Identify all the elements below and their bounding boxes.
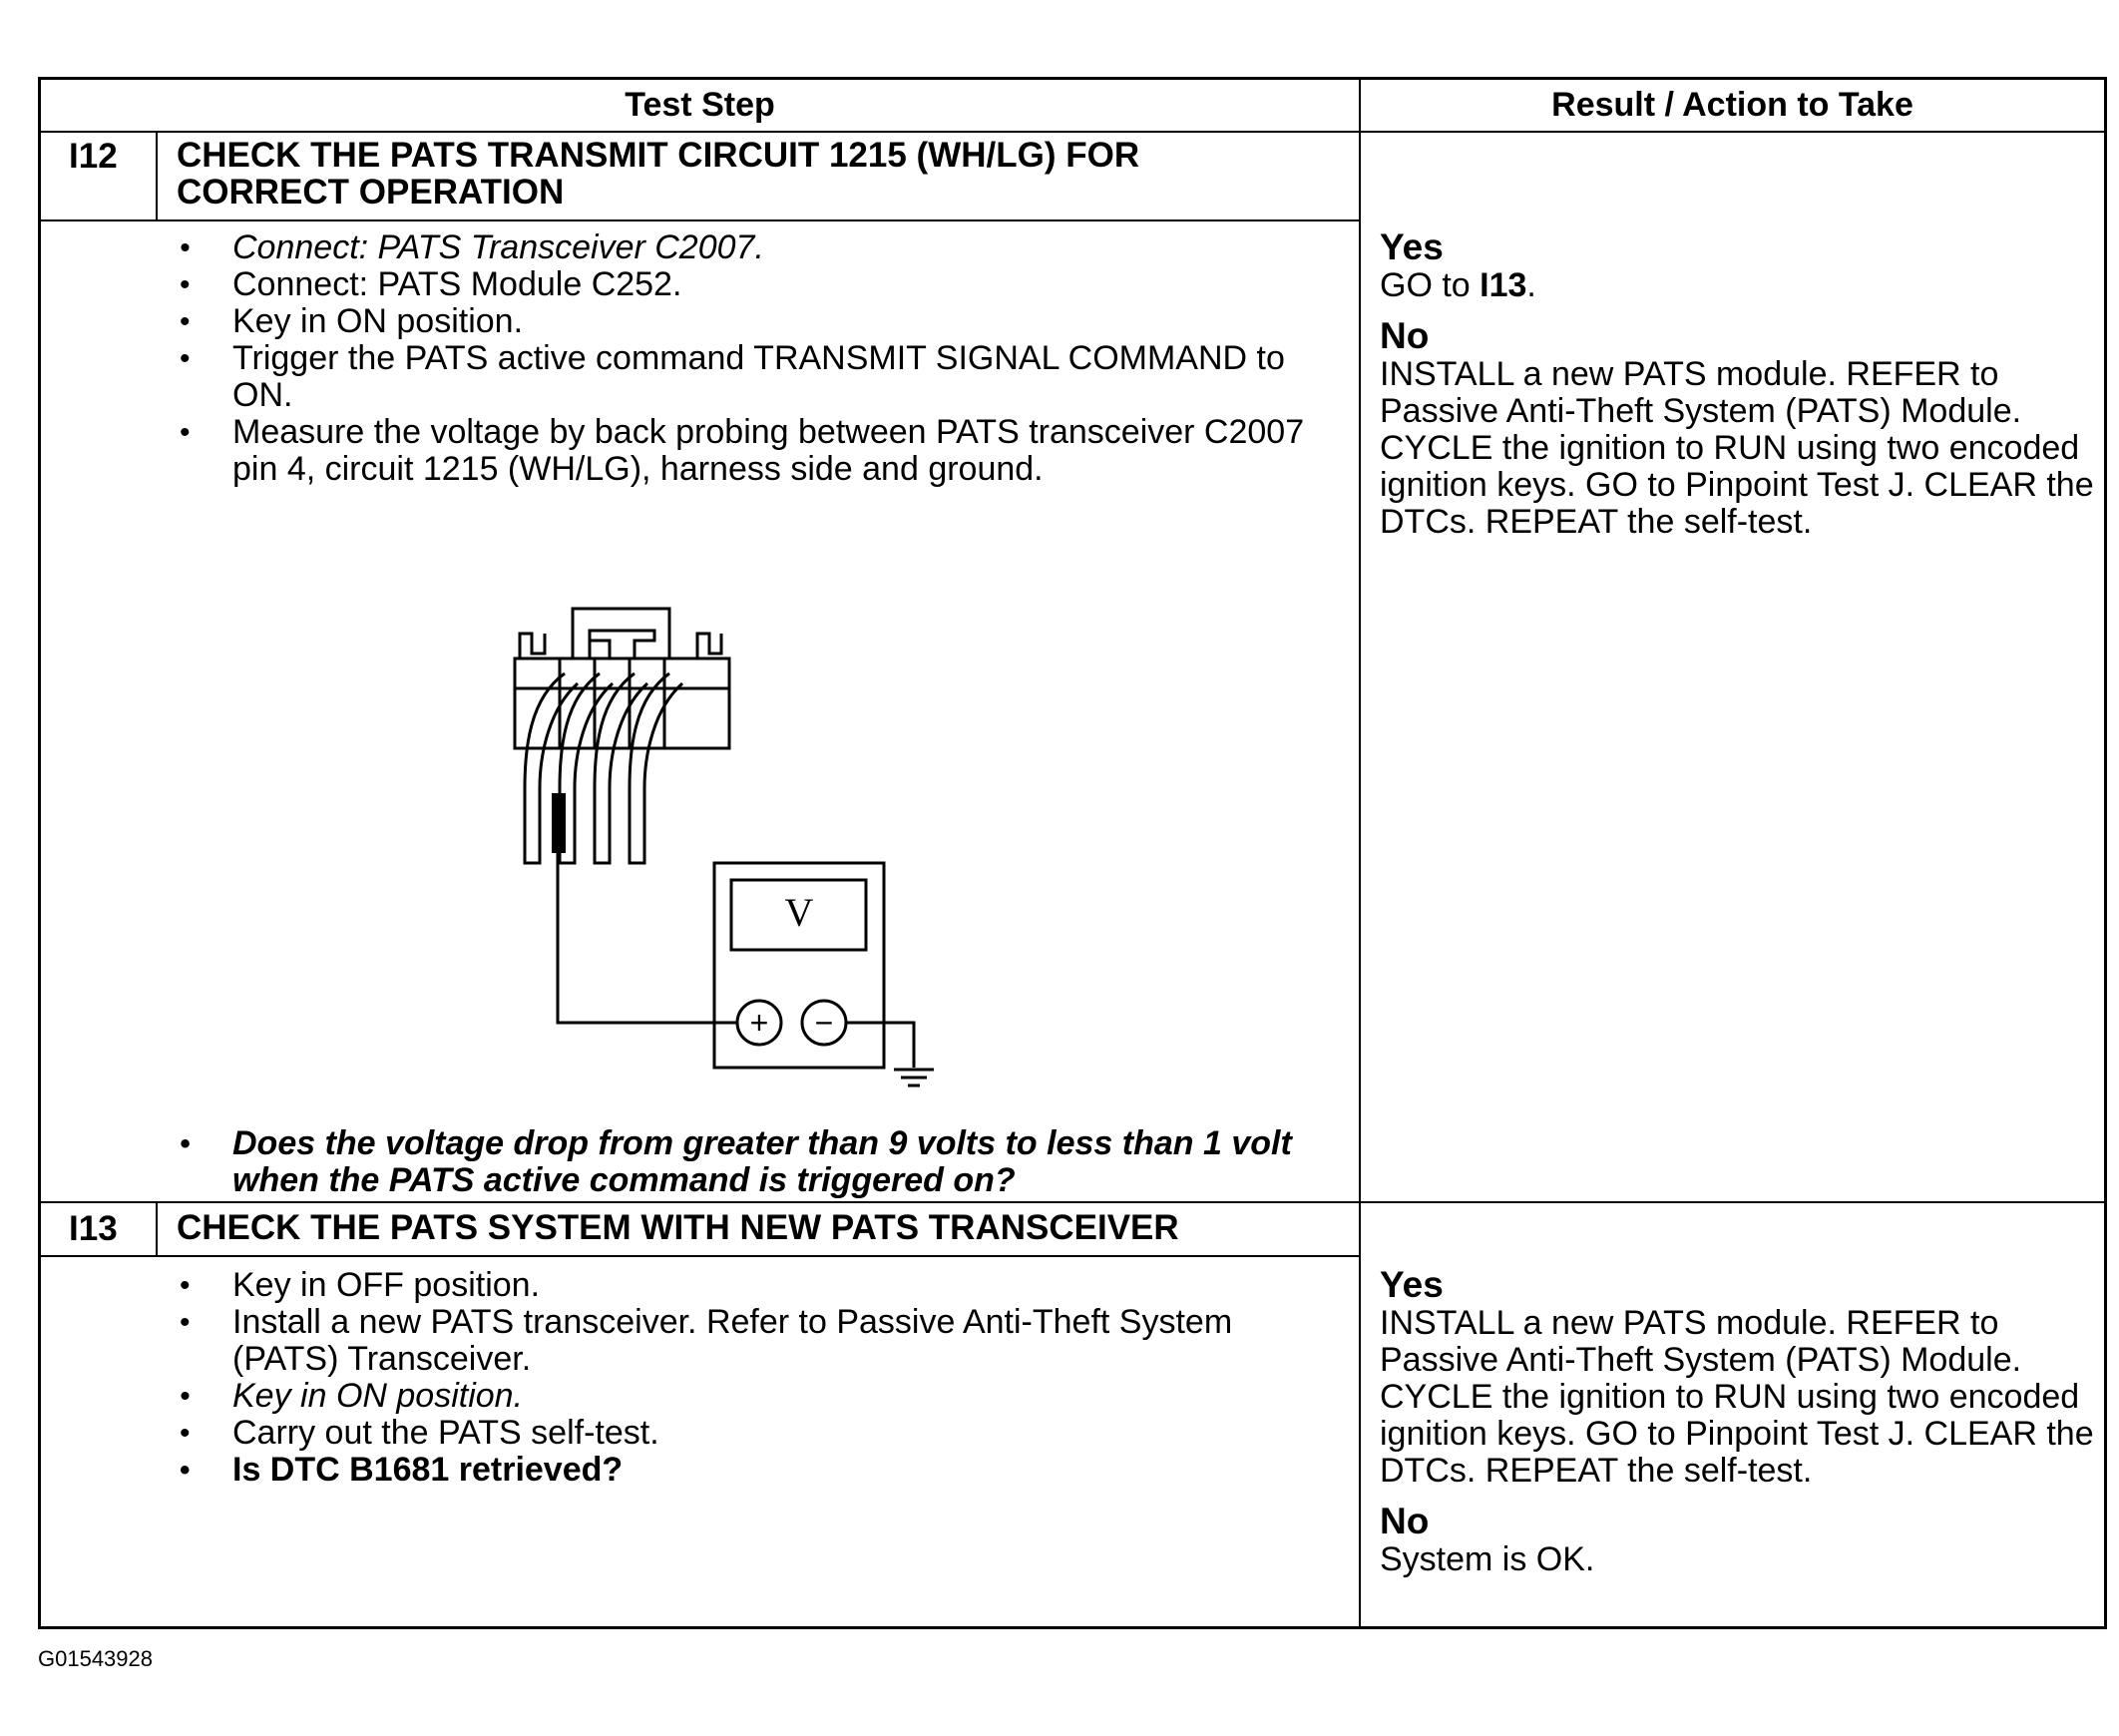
list-item: • Connect: PATS Module C252.	[177, 266, 1344, 303]
test-step-table	[38, 77, 2107, 1629]
meter-label: V	[784, 890, 814, 935]
step-title-i12: CHECK THE PATS TRANSMIT CIRCUIT 1215 (WH/LG) FOR CORRECT OPERATION	[177, 136, 1140, 212]
plus-terminal: +	[749, 1005, 769, 1041]
step-i12-results	[1380, 227, 2098, 553]
list-item: • Install a new PATS transceiver. Refer to Passive Anti-Theft System (PATS) Transceiver.	[177, 1304, 1344, 1378]
step-title-i13: CHECK THE PATS SYSTEM WITH NEW PATS TRANSCEIVER	[177, 1208, 1179, 1247]
yes-label: Yes	[1380, 226, 1444, 267]
yes-text: GO to I13.	[1380, 266, 1536, 304]
step-id-i13: I13	[69, 1209, 118, 1248]
yes-label: Yes	[1380, 1264, 1444, 1305]
minus-terminal: −	[814, 1005, 834, 1041]
list-item: • Key in ON position.	[177, 303, 1344, 340]
no-text: System is OK.	[1380, 1540, 1595, 1578]
figure-code: G01543928	[38, 1646, 153, 1671]
step-i13-results	[1380, 1265, 2098, 1590]
header-result-action: Result / Action to Take	[1551, 86, 1913, 124]
list-item: • Does the voltage drop from greater than 9 volts to less than 1 volt when the PATS active command is triggered on?	[177, 1125, 1344, 1199]
step-i12-instructions	[177, 229, 1344, 488]
list-item: • Carry out the PATS self-test.	[177, 1415, 1344, 1452]
step-i12-question	[177, 1125, 1344, 1199]
no-label: No	[1380, 1501, 1430, 1541]
yes-text: INSTALL a new PATS module. REFER to Passive Anti-Theft System (PATS) Module. CYCLE the ignition to RUN using two encoded ignition keys. GO to Pinpoint Test J. CLEAR the DTCs. REPEAT the self-test.	[1380, 1304, 2094, 1490]
voltmeter-connector-diagram	[470, 579, 989, 1097]
header-test-step: Test Step	[625, 86, 775, 124]
no-text: INSTALL a new PATS module. REFER to Passive Anti-Theft System (PATS) Module. CYCLE the ignition to RUN using two encoded ignition keys. GO to Pinpoint Test J. CLEAR the DTCs. REPEAT the self-test.	[1380, 355, 2094, 541]
list-item: • Is DTC B1681 retrieved?	[177, 1452, 1344, 1489]
step-i13-instructions	[177, 1267, 1344, 1489]
list-item: • Measure the voltage by back probing between PATS transceiver C2007 pin 4, circuit 1215 (WH/LG), harness side and ground.	[177, 414, 1344, 488]
step-id-i12: I12	[69, 137, 118, 176]
list-item: • Key in ON position.	[177, 1378, 1344, 1415]
no-label: No	[1380, 315, 1430, 356]
list-item: • Key in OFF position.	[177, 1267, 1344, 1304]
list-item: • Trigger the PATS active command TRANSMIT SIGNAL COMMAND to ON.	[177, 340, 1344, 414]
list-item: • Connect: PATS Transceiver C2007.	[177, 229, 1344, 266]
